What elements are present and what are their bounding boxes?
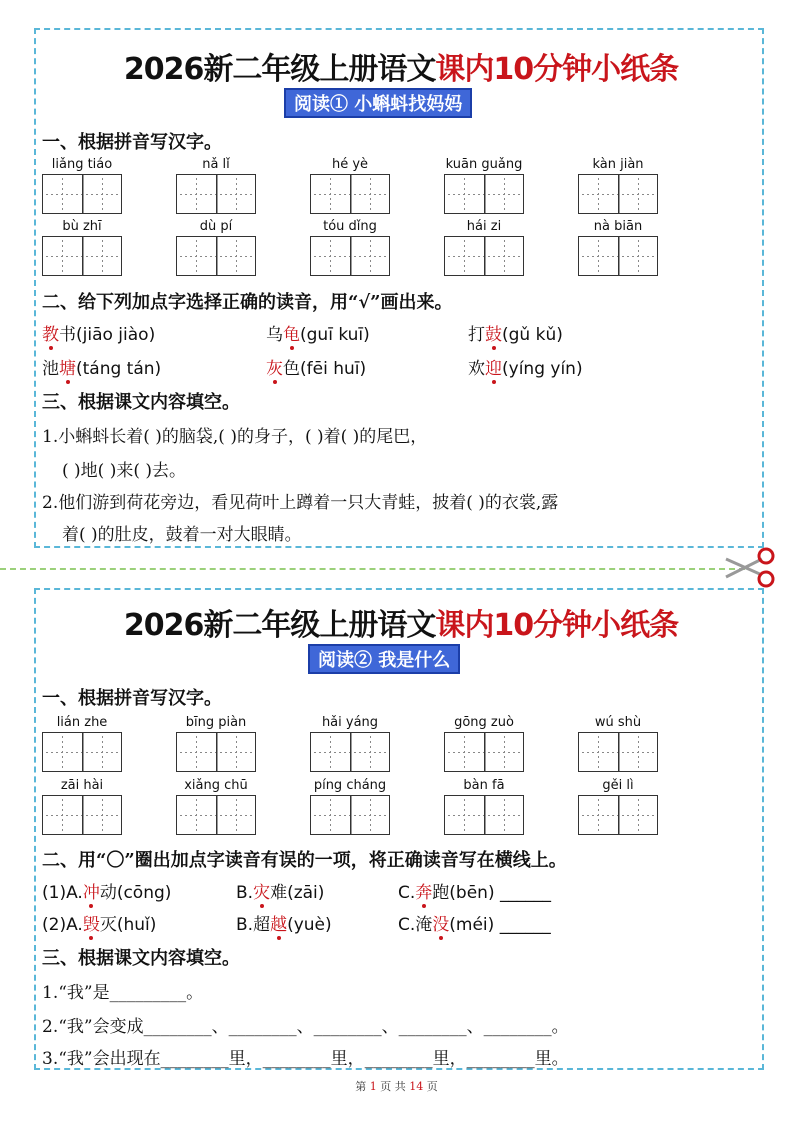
reading-choice-item[interactable]: 乌龟(guī kuī)	[266, 325, 370, 345]
reading-choice-item[interactable]: 池塘(táng tán)	[42, 359, 162, 379]
writing-grid[interactable]	[176, 795, 256, 835]
writing-grid[interactable]	[310, 732, 390, 772]
writing-grid[interactable]	[444, 795, 524, 835]
reading-choice-item[interactable]: 灰色(fēi huī)	[266, 359, 367, 379]
writing-grid[interactable]	[578, 236, 658, 276]
section-2-heading: 二、给下列加点字选择正确的读音，用“√”画出来。	[42, 292, 453, 313]
pinyin-label: nǎ lǐ	[202, 157, 230, 172]
choice-item[interactable]: B.灾难(zāi)	[236, 883, 325, 903]
choice-item[interactable]: (1)A.冲动(cōng)	[42, 883, 172, 903]
pinyin-label: nà biān	[593, 219, 643, 234]
writing-grid[interactable]	[310, 795, 390, 835]
writing-grid[interactable]	[42, 732, 122, 772]
pinyin-label: lián zhe	[56, 715, 108, 730]
reading-choice-item[interactable]: 欢迎(yíng yín)	[468, 359, 583, 379]
section-1-heading: 一、根据拼音写汉字。	[42, 132, 222, 153]
writing-grid[interactable]	[176, 732, 256, 772]
pinyin-label: dù pí	[199, 219, 233, 234]
reading-choice-item[interactable]: 教书(jiāo jiào)	[42, 325, 156, 345]
writing-grid[interactable]	[310, 236, 390, 276]
lesson-badge-1: 阅读① 小蝌蚪找妈妈	[284, 88, 472, 118]
pinyin-label: gěi lì	[602, 778, 634, 793]
writing-grid[interactable]	[42, 174, 122, 214]
choice-item[interactable]: B.超越(yuè)	[236, 915, 332, 935]
section-3-heading: 三、根据课文内容填空。	[42, 392, 240, 413]
pinyin-label: bù zhī	[62, 219, 102, 234]
pinyin-label: kàn jiàn	[592, 157, 644, 172]
pinyin-label: xiǎng chū	[184, 778, 248, 793]
writing-grid[interactable]	[578, 732, 658, 772]
pinyin-label: hé yè	[331, 157, 369, 172]
fill-in-line[interactable]: 2.他们游到荷花旁边，看见荷叶上蹲着一只大青蛙，披着( )的衣裳,露	[42, 493, 559, 513]
page-footer: 第 1 页 共 14 页	[355, 1080, 438, 1093]
pinyin-label: kuān guǎng	[445, 157, 523, 172]
slip-title-2: 2026新二年级上册语文课内10分钟小纸条	[123, 608, 679, 643]
section-2-heading: 二、用“〇”圈出加点字读音有误的一项，将正确读音写在横线上。	[42, 850, 567, 871]
writing-grid[interactable]	[444, 732, 524, 772]
choice-item[interactable]: C.奔跑(bēn) ______	[398, 883, 551, 903]
choice-item[interactable]: (2)A.毁灭(huǐ)	[42, 915, 157, 935]
pinyin-label: gōng zuò	[454, 715, 514, 730]
cut-line	[0, 568, 745, 570]
scissors-icon	[722, 545, 778, 591]
pinyin-label: tóu dǐng	[323, 219, 377, 234]
section-3-heading: 三、根据课文内容填空。	[42, 948, 240, 969]
fill-in-line[interactable]: 3.“我”会出现在________里，________里，________里，________里。	[42, 1049, 569, 1069]
pinyin-label: hǎi yáng	[321, 715, 379, 730]
fill-in-line[interactable]: 着( )的肚皮，鼓着一对大眼睛。	[62, 525, 302, 545]
reading-choice-item[interactable]: 打鼓(gǔ kǔ)	[468, 325, 563, 345]
fill-in-line[interactable]: 2.“我”会变成________、________、________、________、________。	[42, 1017, 569, 1037]
writing-grid[interactable]	[42, 236, 122, 276]
writing-grid[interactable]	[578, 795, 658, 835]
writing-grid[interactable]	[444, 174, 524, 214]
pinyin-label: wú shù	[594, 715, 642, 730]
fill-in-line[interactable]: 1.小蝌蚪长着( )的脑袋,( )的身子，( )着( )的尾巴，	[42, 427, 428, 447]
pinyin-label: liǎng tiáo	[51, 157, 113, 172]
writing-grid[interactable]	[42, 795, 122, 835]
pinyin-label: hái zi	[466, 219, 502, 234]
section-1-heading: 一、根据拼音写汉字。	[42, 688, 222, 709]
pinyin-label: bàn fā	[463, 778, 505, 793]
fill-in-line[interactable]: 1.“我”是_________。	[42, 983, 204, 1003]
slip-card-1	[34, 28, 764, 548]
pinyin-label: zāi hài	[60, 778, 104, 793]
writing-grid[interactable]	[310, 174, 390, 214]
lesson-badge-2: 阅读② 我是什么	[308, 644, 460, 674]
pinyin-label: bīng piàn	[185, 715, 247, 730]
writing-grid[interactable]	[176, 174, 256, 214]
slip-title-1: 2026新二年级上册语文课内10分钟小纸条	[123, 52, 679, 87]
fill-in-line[interactable]: ( )地( )来( )去。	[62, 461, 187, 481]
pinyin-label: píng cháng	[313, 778, 387, 793]
writing-grid[interactable]	[176, 236, 256, 276]
slip-card-2	[34, 588, 764, 1070]
choice-item[interactable]: C.淹没(méi) ______	[398, 915, 551, 935]
writing-grid[interactable]	[444, 236, 524, 276]
writing-grid[interactable]	[578, 174, 658, 214]
